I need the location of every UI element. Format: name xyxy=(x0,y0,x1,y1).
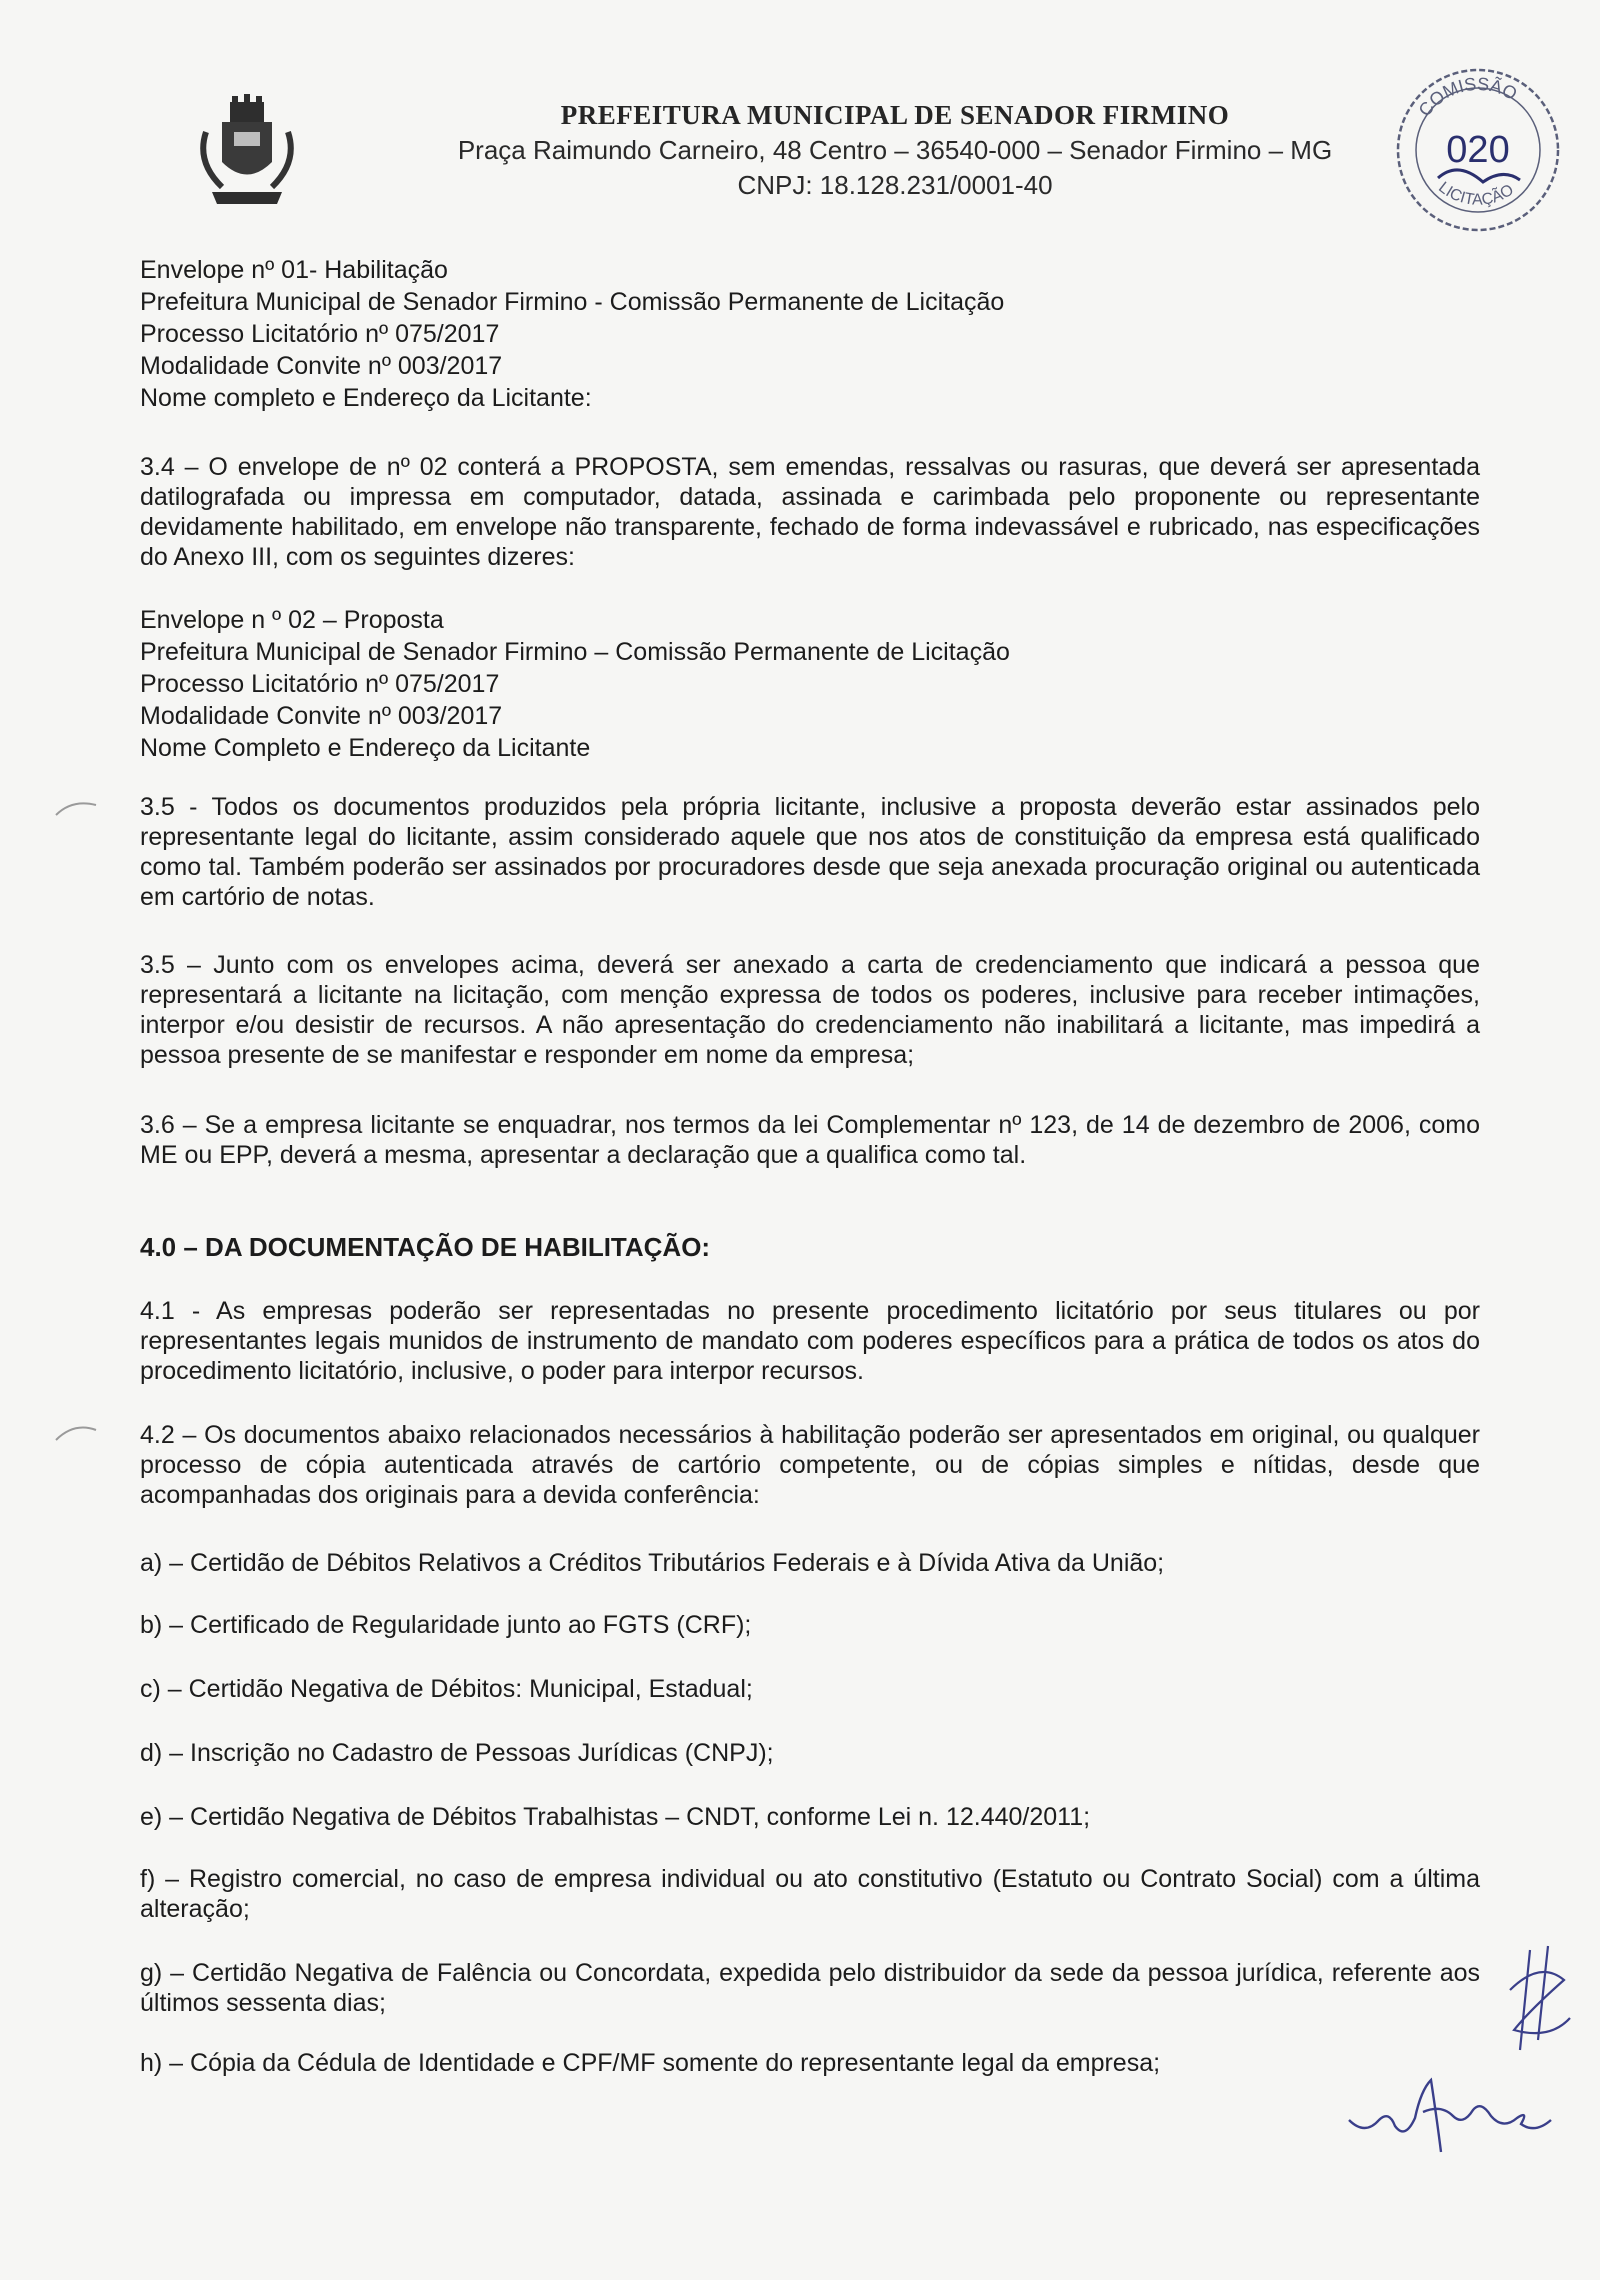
letterhead-address: Praça Raimundo Carneiro, 48 Centro – 36540-000 – Senador Firmino – MG xyxy=(457,135,1333,165)
envelope-2-line: Processo Licitatório nº 075/2017 xyxy=(140,670,500,698)
envelope-1-line: Nome completo e Endereço da Licitante: xyxy=(140,384,592,412)
list-item-b: b) – Certificado de Regularidade junto ao FGTS (CRF); xyxy=(140,1611,752,1639)
paragraph-4-2: 4.2 – Os documentos abaixo relacionados necessários à habilitação poderão ser apresentados em original, ou qualquer processo de cópia autenticada através de cartório competente, ou de cópias simples e nítidas, desde que acompanhadas dos originais para a devida conferência: xyxy=(140,1421,1480,1509)
paragraph-3-4: 3.4 – O envelope de nº 02 conterá a PROPOSTA, sem emendas, ressalvas ou rasuras, que deverá ser apresentada datilografada ou impressa em computador, datada, assinada e carimbada pelo proponente ou representante devidamente habilitado, em envelope não transparente, fechado de forma indevassável e rubricado, nas especificações do Anexo III, com os seguintes dizeres: xyxy=(140,453,1480,571)
letterhead-cnpj: CNPJ: 18.128.231/0001-40 xyxy=(737,170,1053,200)
list-item-g: g) – Certidão Negativa de Falência ou Concordata, expedida pelo distribuidor da sede da pessoa jurídica, referente aos últimos sessenta dias; xyxy=(140,1959,1480,2017)
letterhead-title: PREFEITURA MUNICIPAL DE SENADOR FIRMINO xyxy=(560,100,1230,130)
envelope-2-block xyxy=(140,604,1480,764)
envelope-2-line: Nome Completo e Endereço da Licitante xyxy=(140,734,591,762)
margin-mark xyxy=(52,795,102,825)
svg-text:COMISSÃO xyxy=(1415,74,1521,120)
paragraph-4-1: 4.1 - As empresas poderão ser representadas no presente procedimento licitatório por seus titulares ou por representantes legais munidos de instrumento de mandato com poderes específicos para a prática de todos os atos do procedimento licitatório, inclusive, o poder para interpor recursos. xyxy=(140,1297,1480,1385)
list-item-c: c) – Certidão Negativa de Débitos: Municipal, Estadual; xyxy=(140,1675,753,1703)
envelope-1-line: Modalidade Convite nº 003/2017 xyxy=(140,352,503,380)
section-heading-4: 4.0 – DA DOCUMENTAÇÃO DE HABILITAÇÃO: xyxy=(140,1232,711,1262)
list-item-f: f) – Registro comercial, no caso de empresa individual ou ato constitutivo (Estatuto ou Contrato Social) com a última alteração; xyxy=(140,1865,1480,1923)
envelope-1-line: Envelope nº 01- Habilitação xyxy=(140,256,448,284)
envelope-2-line: Prefeitura Municipal de Senador Firmino – Comissão Permanente de Licitação xyxy=(140,638,1010,666)
paragraph-3-5-documents: 3.5 - Todos os documentos produzidos pela própria licitante, inclusive a proposta deverão estar assinados pelo representante legal do licitante, assim considerado aquele que nos atos de constituição da empresa está qualificado como tal. Também poderão ser assinados por procuradores desde que seja anexada procuração original ou autenticada em cartório de notas. xyxy=(140,793,1480,911)
stamp-bottom-text: LICITAÇÃO xyxy=(1435,179,1517,209)
envelope-2-line: Envelope n º 02 – Proposta xyxy=(140,606,444,634)
list-item-h: h) – Cópia da Cédula de Identidade e CPF/MF somente do representante legal da empresa; xyxy=(140,2049,1161,2077)
envelope-1-block xyxy=(140,254,1480,414)
margin-mark xyxy=(52,1418,102,1448)
envelope-1-line: Processo Licitatório nº 075/2017 xyxy=(140,320,500,348)
list-item-a: a) – Certidão de Débitos Relativos a Créditos Tributários Federais e à Dívida Ativa da União; xyxy=(140,1549,1165,1577)
list-item-e: e) – Certidão Negativa de Débitos Trabalhistas – CNDT, conforme Lei n. 12.440/2011; xyxy=(140,1803,1091,1831)
stamp-top-text: COMISSÃO xyxy=(1414,73,1521,121)
envelope-2-line: Modalidade Convite nº 003/2017 xyxy=(140,702,503,730)
municipal-crest-icon xyxy=(192,92,302,212)
paragraph-3-6: 3.6 – Se a empresa licitante se enquadrar, nos termos da lei Complementar nº 123, de 14 de dezembro de 2006, como ME ou EPP, deverá a mesma, apresentar a declaração que a qualifica como tal. xyxy=(140,1111,1480,1169)
list-item-d: d) – Inscrição no Cadastro de Pessoas Jurídicas (CNPJ); xyxy=(140,1739,774,1767)
stamp-number: 020 xyxy=(1446,129,1510,171)
letterhead xyxy=(395,100,1395,201)
commission-stamp xyxy=(1388,60,1568,240)
paragraph-3-5-credentials: 3.5 – Junto com os envelopes acima, deverá ser anexado a carta de credenciamento que indicará a pessoa que representará a licitante na licitação, com menção expressa de todos os poderes, inclusive para receber intimações, interpor e/ou desistir de recursos. A não apresentação do credenciamento não inabilitará a licitante, mas impedirá a pessoa presente de se manifestar e responder em nome da empresa; xyxy=(140,951,1480,1069)
initials-rubric-icon xyxy=(1500,1940,1580,2060)
signature-icon xyxy=(1345,2060,1555,2160)
envelope-1-line: Prefeitura Municipal de Senador Firmino - Comissão Permanente de Licitação xyxy=(140,288,1005,316)
